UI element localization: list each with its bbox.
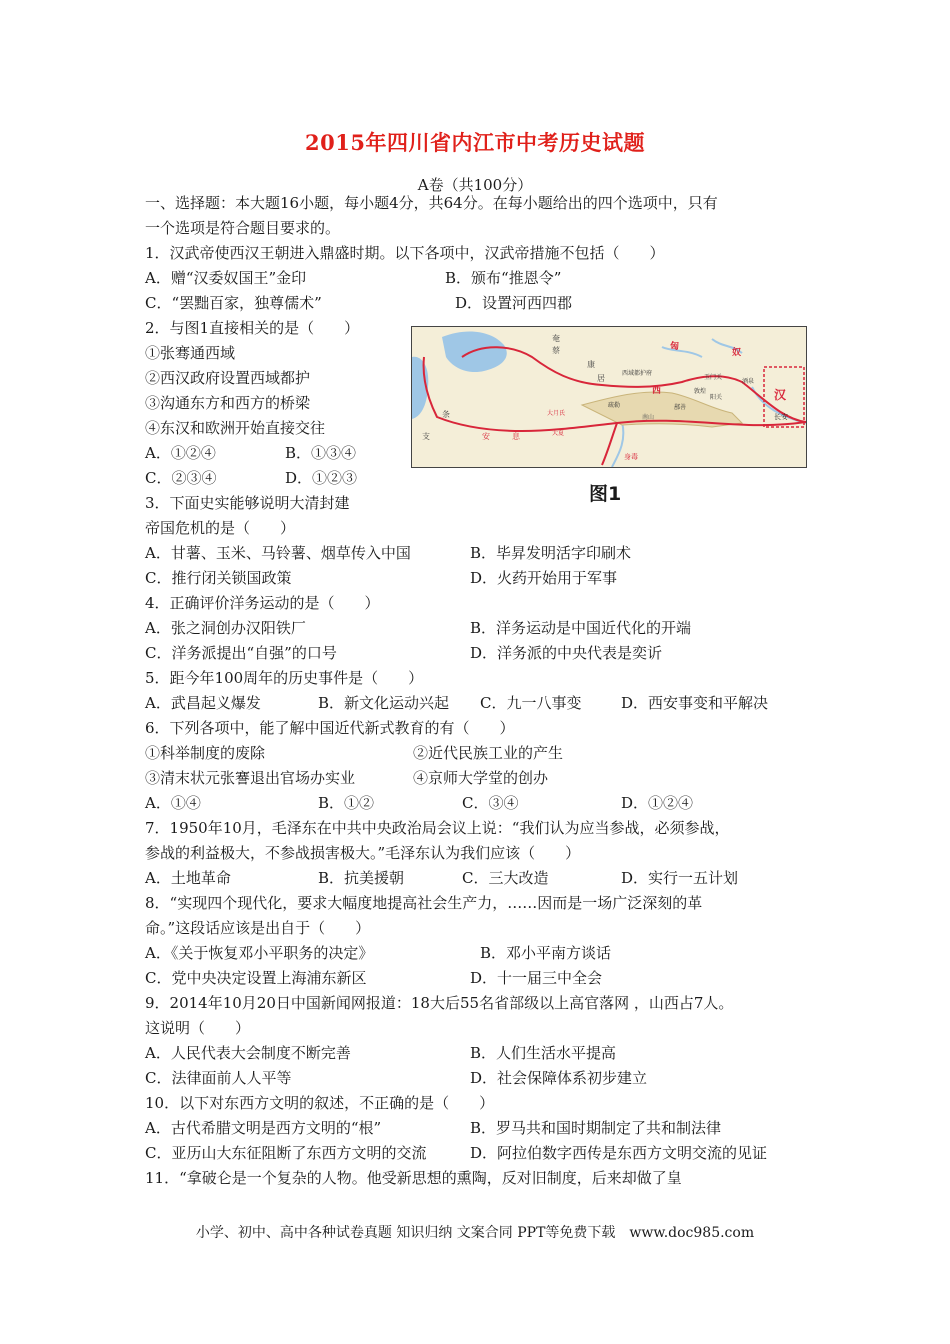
- question-8-option-a: A．《关于恢复邓小平职务的决定》: [145, 944, 374, 962]
- section-intro-line-1: 一、选择题：本大题16小题，每小题4分，共64分。在每小题给出的四个选项中，只有: [145, 194, 718, 212]
- question-5-option-a: A．武昌起义爆发: [145, 694, 261, 712]
- question-3-stem-line-1: 3．下面史实能够说明大清封建: [145, 494, 350, 512]
- question-6-stem: 6．下列各项中，能了解中国近代新式教育的有（ ）: [145, 719, 515, 737]
- question-7-option-c: C．三大改造: [462, 869, 549, 887]
- silk-road-map-graphic: [412, 327, 806, 467]
- question-6-option-b: B．①②: [318, 794, 375, 812]
- question-7-option-b: B．抗美援朝: [318, 869, 405, 887]
- question-4-option-a: A．张之洞创办汉阳铁厂: [145, 619, 306, 637]
- map-label-nu: 奴: [732, 348, 742, 358]
- question-5-option-c: C．九一八事变: [480, 694, 582, 712]
- question-11-stem: 11．“拿破仑是一个复杂的人物。他受新思想的熏陶，反对旧制度，后来却做了皇: [145, 1169, 682, 1187]
- question-1-option-b: B．颁布“推恩令”: [445, 269, 562, 287]
- question-3-option-a: A．甘薯、玉米、马铃薯、烟草传入中国: [145, 544, 411, 562]
- silk-road-map: [411, 326, 807, 468]
- question-7-option-a: A．土地革命: [145, 869, 231, 887]
- question-9-option-b: B．人们生活水平提高: [470, 1044, 617, 1062]
- question-6-statement-1: ①科举制度的废除: [145, 744, 266, 762]
- question-2-option-b: B．①③④: [285, 444, 357, 462]
- question-7-option-d: D．实行一五计划: [621, 869, 739, 887]
- map-label-an: 安: [482, 432, 490, 441]
- question-3-stem-line-2: 帝国危机的是（ ）: [145, 519, 296, 537]
- exam-subtitle: A卷（共100分）: [417, 176, 533, 194]
- exam-title: 2015年四川省内江市中考历史试题: [305, 130, 645, 155]
- question-6-statement-4: ④京师大学堂的创办: [413, 769, 549, 787]
- question-6-statement-3: ③清末状元张謇退出官场办实业: [145, 769, 356, 787]
- question-5-option-d: D．西安事变和平解决: [621, 694, 769, 712]
- map-label-protectorate: 西域都护府: [622, 370, 653, 377]
- map-label-xi: 西: [652, 386, 662, 396]
- map-label-xi-parthia: 息: [512, 432, 520, 441]
- question-4-option-b: B．洋务运动是中国近代化的开端: [470, 619, 692, 637]
- question-1-option-c: C．“罢黜百家，独尊儒术”: [145, 294, 322, 312]
- question-7-stem-line-1: 7．1950年10月，毛泽东在中共中央政治局会议上说：“我们认为应当参战，必须参战，: [145, 819, 730, 837]
- question-2-statement-1: ①张骞通西域: [145, 344, 236, 362]
- map-label-han: 汉: [774, 388, 787, 402]
- figure-caption: 图1: [589, 483, 622, 505]
- question-6-option-d: D．①②④: [621, 794, 694, 812]
- question-2-statement-2: ②西汉政府设置西域都护: [145, 369, 311, 387]
- question-3-option-c: C．推行闭关锁国政策: [145, 569, 292, 587]
- question-3-option-d: D．火药开始用于军事: [470, 569, 618, 587]
- question-10-option-a: A．古代希腊文明是西方文明的“根”: [145, 1119, 382, 1137]
- map-label-dayuezhi: 大月氏: [547, 410, 566, 417]
- question-4-option-c: C．洋务派提出“自强”的口号: [145, 644, 337, 662]
- question-2-statement-3: ③沟通东方和西方的桥梁: [145, 394, 311, 412]
- question-10-option-b: B．罗马共和国时期制定了共和制法律: [470, 1119, 722, 1137]
- question-10-option-d: D．阿拉伯数字西传是东西方文明交流的见证: [470, 1144, 768, 1162]
- question-3-option-b: B．毕昇发明活字印刷术: [470, 544, 632, 562]
- section-intro-line-2: 一个选项是符合题目要求的。: [145, 219, 341, 237]
- question-10-option-c: C．亚历山大东征阻断了东西方文明的交流: [145, 1144, 427, 1162]
- map-label-shendu: 身毒: [624, 453, 638, 461]
- question-10-stem: 10．以下对东西方文明的叙述，不正确的是（ ）: [145, 1094, 495, 1112]
- map-label-xiong: 匈: [670, 342, 680, 352]
- question-4-stem: 4．正确评价洋务运动的是（ ）: [145, 594, 380, 612]
- map-label-daxia: 大夏: [552, 430, 565, 437]
- question-6-option-a: A．①④: [145, 794, 201, 812]
- question-6-statement-2: ②近代民族工业的产生: [413, 744, 564, 762]
- question-2-option-a: A．①②④: [145, 444, 216, 462]
- question-1-stem: 1．汉武帝使西汉王朝进入鼎盛时期。以下各项中，汉武帝措施不包括（ ）: [145, 244, 665, 262]
- question-9-option-c: C．法律面前人人平等: [145, 1069, 292, 1087]
- map-label-ju: 居: [597, 374, 605, 383]
- question-2-option-c: C．②③④: [145, 469, 217, 487]
- question-5-stem: 5．距今年100周年的历史事件是（ ）: [145, 669, 424, 687]
- question-9-option-a: A．人民代表大会制度不断完善: [145, 1044, 351, 1062]
- map-label-yumen: 玉门关: [704, 374, 723, 381]
- map-label-jiuquan: 酒泉: [742, 378, 755, 385]
- question-6-option-c: C．③④: [462, 794, 519, 812]
- question-9-option-d: D．社会保障体系初步建立: [470, 1069, 648, 1087]
- question-9-stem-line-2: 这说明（ ）: [145, 1019, 251, 1037]
- question-8-stem-line-1: 8．“实现四个现代化，要求大幅度地提高社会生产力，……因而是一场广泛深刻的革: [145, 894, 703, 912]
- map-label-yan: 奄: [552, 334, 560, 343]
- question-2-stem: 2．与图1直接相关的是（ ）: [145, 319, 360, 337]
- question-8-option-d: D．十一届三中全会: [470, 969, 603, 987]
- map-label-shanshan: 鄯善: [674, 404, 687, 411]
- question-8-option-b: B．邓小平南方谈话: [480, 944, 612, 962]
- question-2-option-d: D．①②③: [285, 469, 358, 487]
- map-label-yangguan: 阳关: [710, 394, 723, 401]
- question-9-stem-line-1: 9．2014年10月20日中国新闻网报道：18大后55名省部级以上高官落网 ，山西占7人。: [145, 994, 734, 1012]
- page-footer: 小学、初中、高中各种试卷真题 知识归纳 文案合同 PPT等免费下载 www.doc985.com: [195, 1225, 755, 1241]
- question-7-stem-line-2: 参战的利益极大，不参战损害极大。”毛泽东认为我们应该（ ）: [145, 844, 581, 862]
- question-8-stem-line-2: 命。”这段话应该是出自于（ ）: [145, 919, 371, 937]
- question-5-option-b: B．新文化运动兴起: [318, 694, 450, 712]
- map-label-zhi: 支: [422, 432, 430, 441]
- map-label-changan: 长安: [774, 413, 788, 421]
- map-label-shule: 疏勒: [608, 402, 621, 409]
- map-label-dunhuang: 敦煌: [694, 388, 707, 395]
- question-1-option-a: A．赠“汉委奴国王”金印: [145, 269, 307, 287]
- question-4-option-d: D．洋务派的中央代表是奕䜣: [470, 644, 663, 662]
- map-label-cai: 蔡: [552, 346, 560, 355]
- question-1-option-d: D．设置河西四郡: [455, 294, 573, 312]
- question-8-option-c: C．党中央决定设置上海浦东新区: [145, 969, 367, 987]
- map-label-tiao: 条: [442, 410, 450, 419]
- map-label-kang: 康: [587, 360, 595, 369]
- map-label-nanshan: 南山: [642, 414, 655, 421]
- question-2-statement-4: ④东汉和欧洲开始直接交往: [145, 419, 326, 437]
